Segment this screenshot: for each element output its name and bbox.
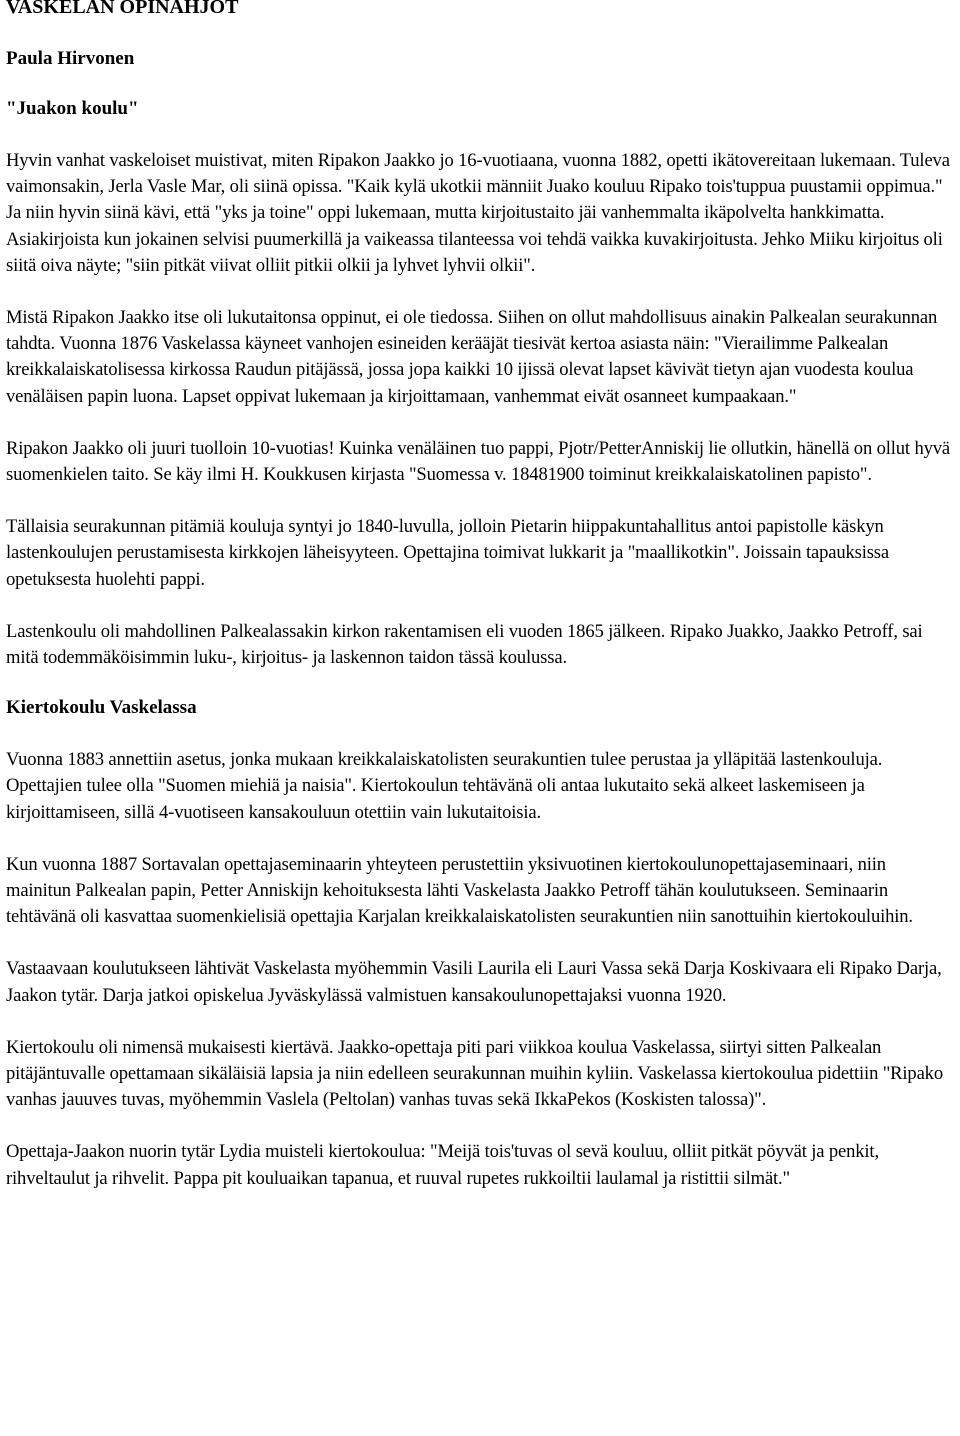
paragraph: Tällaisia seurakunnan pitämiä kouluja syntyi jo 1840-luvulla, jolloin Pietarin hiippakuntahallitus antoi papistolle käskyn lastenkoulujen perustamisesta kirkkojen läheisyyteen. Opettajina toimivat lukkarit ja "maallikotkin". Joissain tapauksissa opetuksesta huolehti pappi. [6, 516, 889, 590]
paragraph: Kun vuonna 1887 Sortavalan opettajaseminaarin yhteyteen perustettiin yksivuotinen kiertokoulunopettajaseminaari, niin mainitun Palkealan papin, Petter Anniskijn kehoituksesta lähti Vaskelasta Jaakko Petroff tähän koulutukseen. Seminaarin tehtävänä oli kasvattaa suomenkielisiä opettajia Karjalan kreikkalaiskatolisten seurakuntien niin sanottuihin kiertokouluihin. [6, 853, 913, 928]
paragraph: Mistä Ripakon Jaakko itse oli lukutaitonsa oppinut, ei ole tiedossa. Siihen on ollut mahdollisuus ainakin Palkealan seurakunnan tahdta. Vuonna 1876 Vaskelassa käyneet vanhojen esineiden kerääjät tiesivät kertoa asiasta näin: "Vierailimme Palkealan kreikkalaiskatolisessa kirkossa Raudun pitäjässä, jossa jopa kaikki 10 ijissä olevat lapset kävivät tietyn ajan vuodesta koulua venäläisen papin luona. Lapset oppivat lukemaan ja kirjoittamaan, vanhemmat eivät osanneet kumpaakaan." [6, 307, 938, 407]
paragraph: Opettaja-Jaakon nuorin tytär Lydia muisteli kiertokoulua: "Meijä tois'tuvas ol sevä kouluu, olliit pitkät pöyvät ja penkit, rihveltaulut ja rihvelit. Pappa pit kouluaikan tapanua, et ruuval rupetes rukkoiltii laulamal ja ristittii silmät." [6, 1141, 879, 1189]
section-title: Kiertokoulu Vaskelassa [6, 697, 197, 719]
paragraph: Vastaavaan koulutukseen lähtivät Vaskelasta myöhemmin Vasili Laurila eli Lauri Vassa sekä Darja Koskivaara eli Ripako Darja, Jaakon tytär. Darja jatkoi opiskelua Jyväskylässä valmistuen kansakoulunopettajaksi vuonna 1920. [6, 958, 942, 1006]
page-heading: VASKELAN OPINAHJOT [6, 0, 239, 18]
paragraph: Kiertokoulu oli nimensä mukaisesti kiertävä. Jaakko-opettaja piti pari viikkoa koulua Vaskelassa, siirtyi sitten Palkealan pitäjäntuvalle opettamaan sikäläisiä lapsia ja niin edelleen seurakunnan muihin kyliin. Vaskelassa kiertokoulua pidettiin "Ripako vanhas jauuves tuvas, myöhemmin Vaslela (Peltolan) vanhas tuvas sekä IkkaPekos (Koskisten talossa)". [6, 1036, 943, 1111]
article-title: "Juakon koulu" [6, 98, 139, 119]
paragraph: Vuonna 1883 annettiin asetus, jonka mukaan kreikkalaiskatolisten seurakuntien tulee perustaa ja ylläpitää lastenkouluja. Opettajien tulee olla "Suomen miehiä ja naisia". Kiertokoulun tehtävänä oli antaa lukutaito sekä alkeet laskemiseen ja kirjoittamiseen, sillä 4-vuotiseen kansakouluun otettiin vain lukutaitoisia. [6, 749, 883, 823]
paragraph: Lastenkoulu oli mahdollinen Palkealassakin kirkon rakentamisen eli vuoden 1865 jälkeen. Ripako Juakko, Jaakko Petroff, sai mitä todemmäköisimmin luku-, kirjoitus- ja laskennon taidon tässä koulussa. [6, 620, 923, 669]
author-name: Paula Hirvonen [6, 48, 135, 69]
paragraph: Ripakon Jaakko oli juuri tuolloin 10-vuotias! Kuinka venäläinen tuo pappi, Pjotr/PetterAnniskij lie ollutkin, hänellä on ollut hyvä suomenkielen taito. Se käy ilmi H. Koukkusen kirjasta "Suomessa v. 18481900 toiminut kreikkalaiskatolinen papisto". [6, 437, 950, 486]
paragraph: Hyvin vanhat vaskeloiset muistivat, miten Ripakon Jaakko jo 16-vuotiaana, vuonna 1882, opetti ikätovereitaan lukemaan. Tuleva vaimonsakin, Jerla Vasle Mar, oli siinä opissa. "Kaik kylä ukotkii männiit Juako kouluu Ripako tois'tuppua puustamii oppimua." Ja niin hyvin siinä kävi, että "yks ja toine" oppi lukemaan, mutta kirjoitustaito jäi vanhemmalta ikäpolvelta hankkimatta. Asiakirjoista kun jokainen selvisi puumerkillä ja vaikeassa tilanteessa voi tehdä vaikka kuvakirjoitusta. Jehko Miiku kirjoitus oli siitä oiva näyte; "siin pitkät viivat olliit pitkii olkii ja lyhvet lyhvii olkii". [6, 150, 950, 276]
